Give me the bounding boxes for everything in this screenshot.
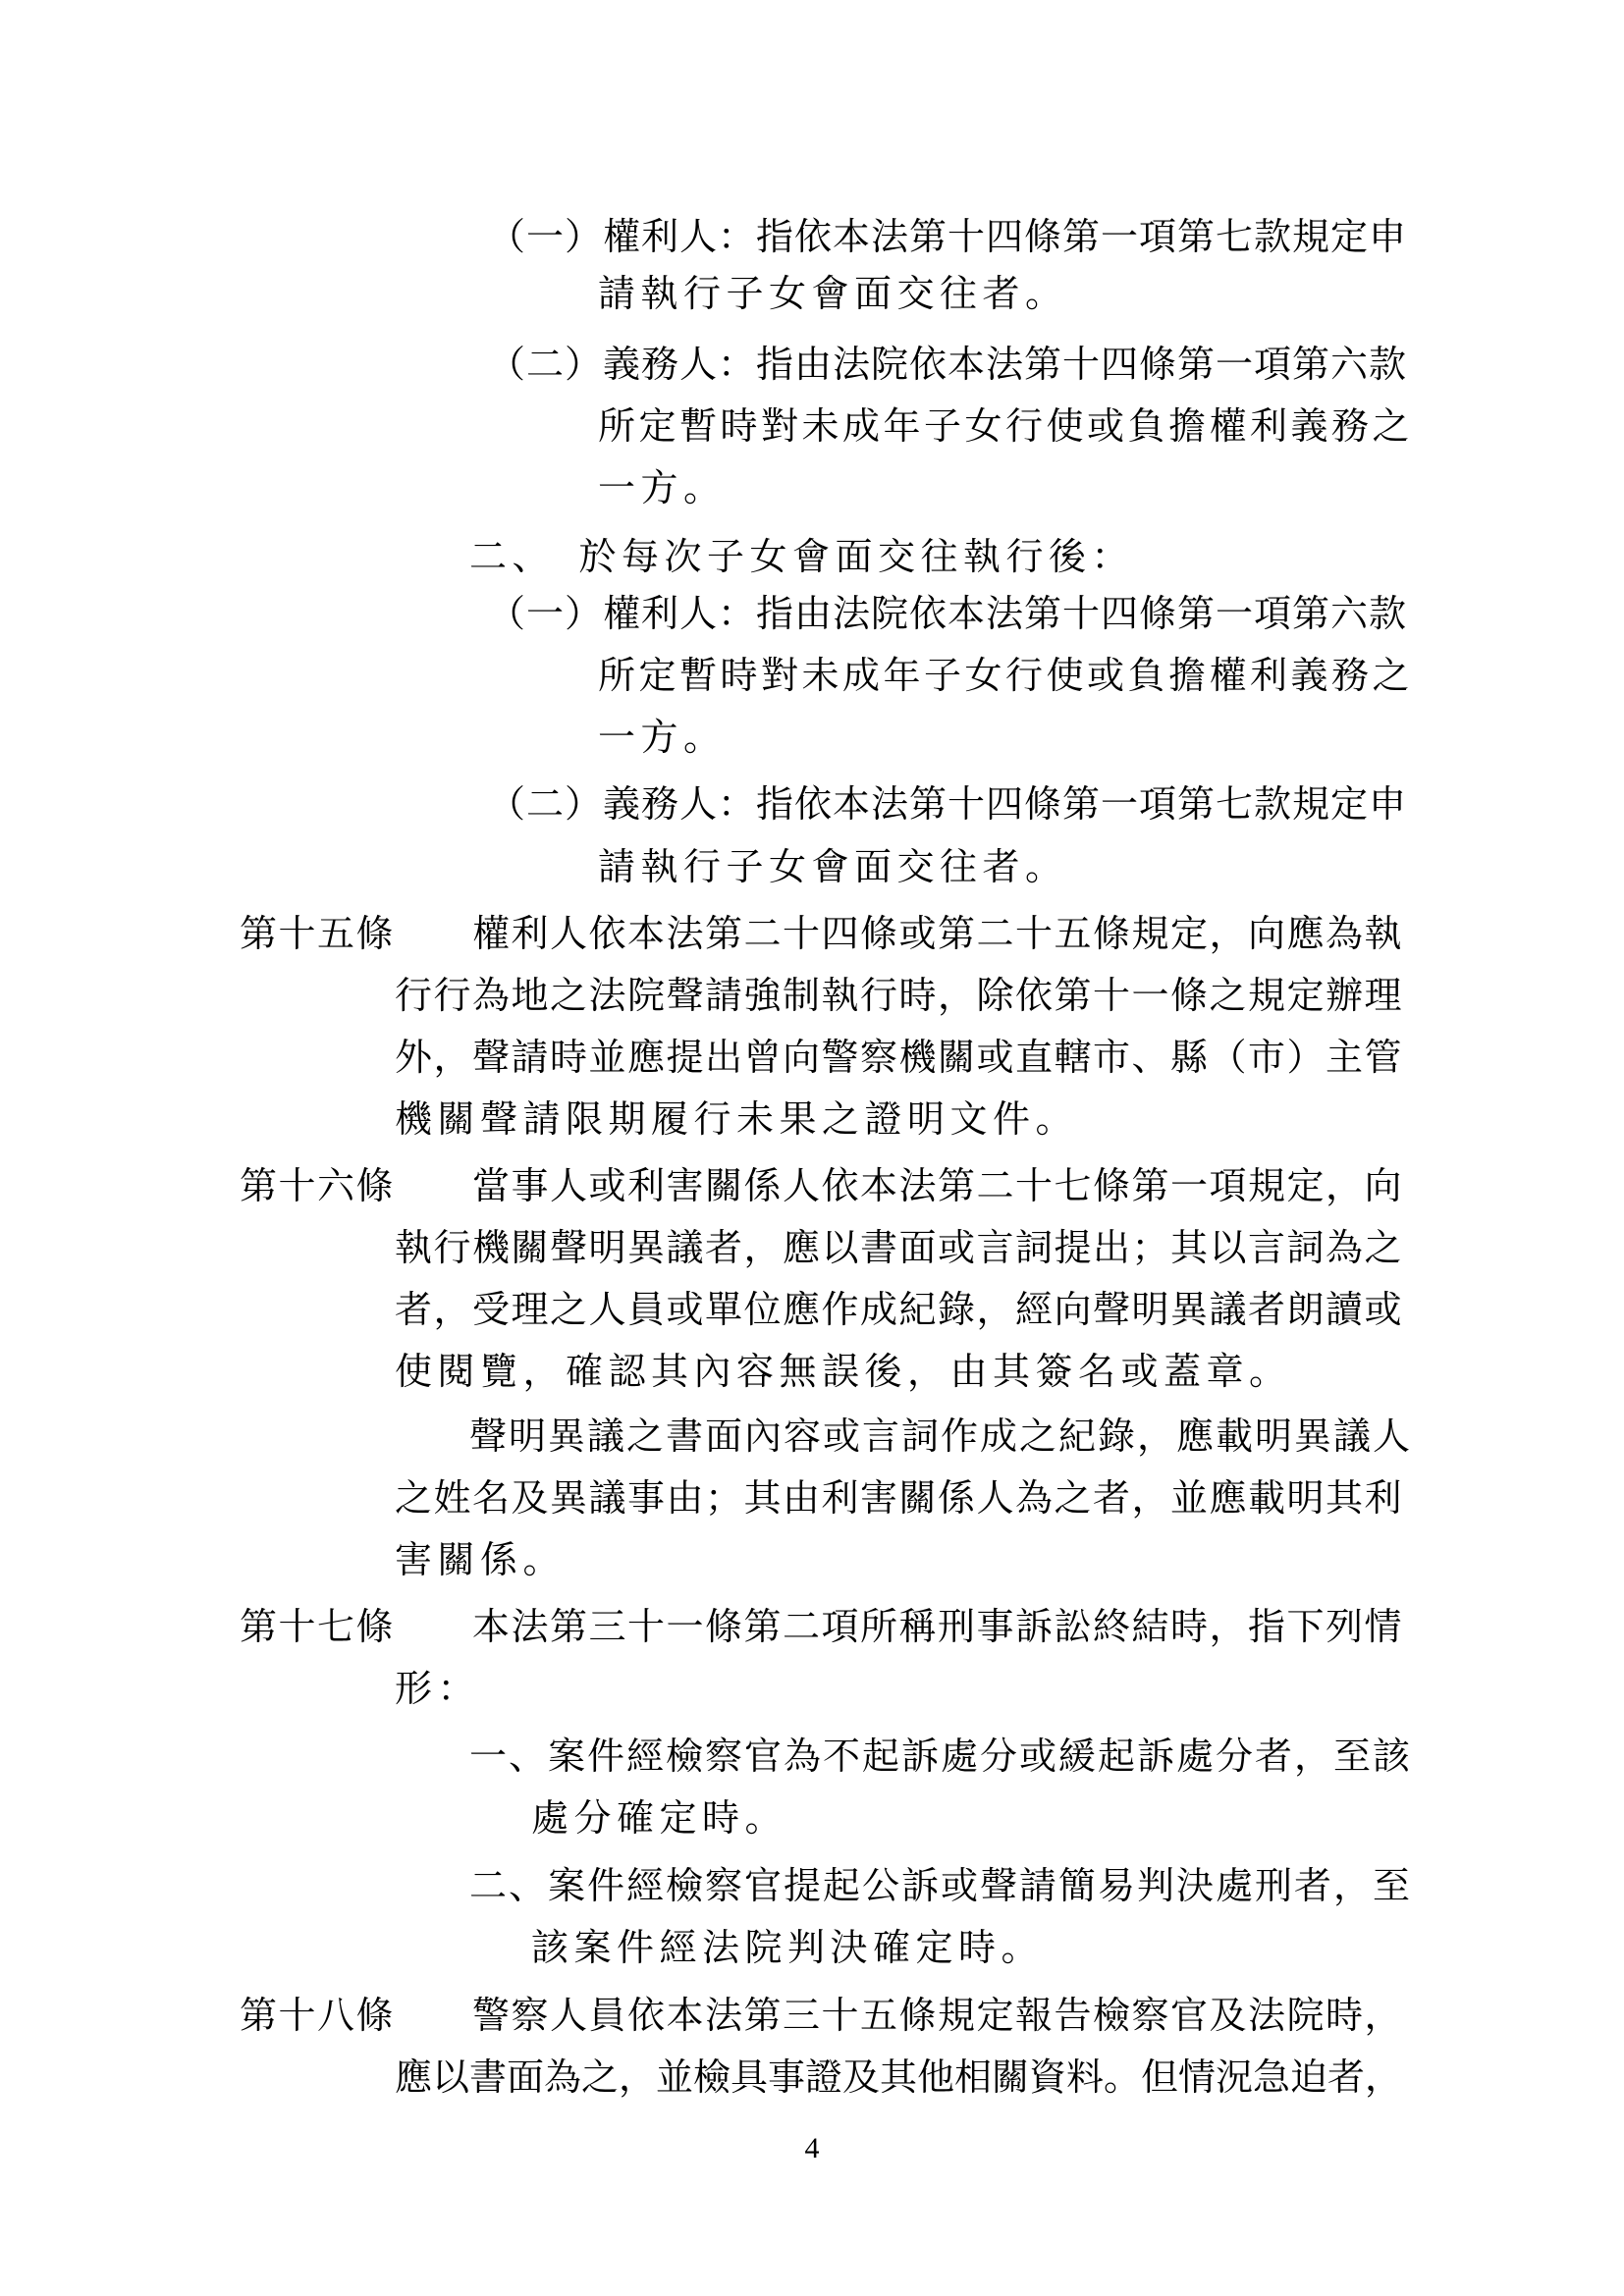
text-line: 一、案件經檢察官為不起訴處分或緩起訴處分者，至該 [469, 1735, 1413, 1778]
text-line: 者，受理之人員或單位應作成紀錄，經向聲明異議者朗讀或 [395, 1288, 1404, 1331]
text-line: （二）義務人：指由法院依本法第十四條第一項第六款 [488, 343, 1408, 386]
text-line: 一方。 [598, 466, 727, 509]
text-line: 使閱覽，確認其內容無誤後，由其簽名或蓋章。 [395, 1350, 1292, 1393]
text-line: 第十七條 本法第三十一條第二項所稱刑事訴訟終結時，指下列情 [240, 1605, 1404, 1648]
text-line: 請執行子女會面交往者。 [598, 845, 1068, 888]
text-line: 應以書面為之，並檢具事證及其他相關資料。但情況急迫者， [395, 2056, 1403, 2099]
text-line: 第十八條 警察人員依本法第三十五條規定報告檢察官及法院時， [240, 1994, 1404, 2037]
text-line: 第十五條 權利人依本法第二十四條或第二十五條規定，向應為執 [240, 912, 1404, 955]
text-line: 執行機關聲明異議者，應以書面或言詞提出；其以言詞為之 [395, 1226, 1404, 1269]
text-line: 害關係。 [395, 1538, 567, 1581]
text-line: 第十六條 當事人或利害關係人依本法第二十七條第一項規定，向 [240, 1164, 1404, 1207]
text-line: 機關聲請限期履行未果之證明文件。 [395, 1097, 1079, 1141]
text-line: （一）權利人：指依本法第十四條第一項第七款規定申 [488, 215, 1408, 258]
text-line: 二、案件經檢察官提起公訴或聲請簡易判決處刑者，至 [469, 1864, 1413, 1907]
text-line: 所定暫時對未成年子女行使或負擔權利義務之 [598, 654, 1414, 697]
text-line: （二）義務人：指依本法第十四條第一項第七款規定申 [488, 782, 1408, 826]
text-line: 二、 於每次子女會面交往執行後： [469, 535, 1135, 578]
text-line: 該案件經法院判決確定時。 [531, 1926, 1045, 1969]
text-line: 聲明異議之書面內容或言詞作成之紀錄，應載明異議人 [469, 1415, 1413, 1458]
text-line: 行行為地之法院聲請強制執行時，除依第十一條之規定辦理 [395, 974, 1404, 1017]
text-line: 形： [395, 1667, 481, 1710]
text-line: 處分確定時。 [531, 1796, 788, 1840]
text-line: 外，聲請時並應提出曾向警察機關或直轄市、縣（市）主管 [395, 1036, 1404, 1079]
page-number: 4 [804, 2132, 820, 2164]
text-line: （一）權利人：指由法院依本法第十四條第一項第六款 [488, 592, 1408, 635]
text-line: 請執行子女會面交往者。 [598, 272, 1068, 315]
text-line: 所定暫時對未成年子女行使或負擔權利義務之 [598, 404, 1414, 448]
text-line: 之姓名及異議事由；其由利害關係人為之者，並應載明其利 [395, 1476, 1404, 1520]
text-line: 一方。 [598, 716, 727, 759]
